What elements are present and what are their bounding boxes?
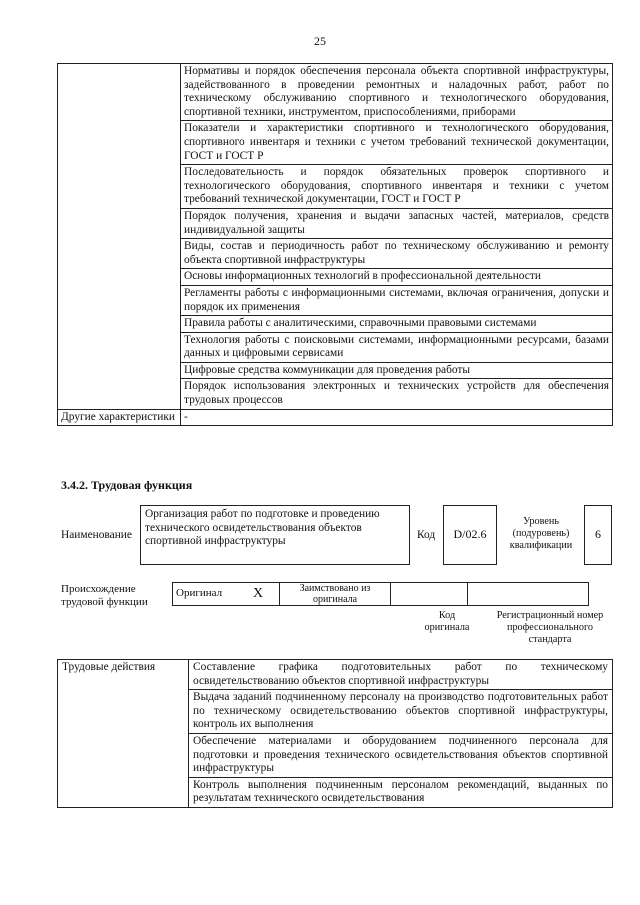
page-number: 25: [314, 34, 326, 48]
table-row: [173, 583, 589, 606]
knowledge-item: Цифровые средства коммуникации для проведения работы: [181, 362, 613, 379]
origin-table: [172, 582, 589, 606]
knowledge-label-cell: [58, 64, 181, 410]
knowledge-item: Технология работы с поисковыми системами, информационными ресурсами, базами данных и цифровыми сервисами: [181, 332, 613, 362]
knowledge-item: Виды, состав и периодичность работ по техническому обслуживанию и ремонту объекта спортивной инфраструктуры: [181, 239, 613, 269]
labor-action-item: Выдача заданий подчиненному персоналу на производство подготовительных работ по техническому освидетельствованию объектов спортивной инфраструктуры, контроль их выполнения: [189, 690, 613, 734]
labor-actions-label: Трудовые действия: [58, 660, 189, 808]
borrowed-label: Заимствовано из оригинала: [280, 583, 391, 606]
labor-action-item: Обеспечение материалами и оборудованием подчиненного персонала для подготовки и проведения технического освидетельствования объектов спортивной инфраструктуры: [189, 733, 613, 777]
function-name: Организация работ по подготовке и проведению технического освидетельствования объектов спортивной инфраструктуры: [140, 505, 410, 565]
knowledge-item: Нормативы и порядок обеспечения персонала объекта спортивной инфраструктуры, задействованного в проведении ремонтных и наладочных работ, работ по техническому обслуживанию спортивного и технологического оборудования, спортивной техники, инструментом, приспособлениями, приборами: [181, 64, 613, 121]
knowledge-item: Регламенты работы с информационными системами, включая ограничения, допуски и порядок их применения: [181, 285, 613, 315]
table-row: [58, 409, 613, 426]
knowledge-item: Порядок получения, хранения и выдачи запасных частей, материалов, средств индивидуальной защиты: [181, 208, 613, 238]
reg-caption: Регистрационный номер профессионального стандарта: [496, 610, 604, 645]
knowledge-item: Показатели и характеристики спортивного и технологического оборудования, спортивного инвентаря и техники с учетом требований технической документации, ГОСТ и ГОСТ Р: [181, 121, 613, 165]
original-code-cell: [391, 583, 468, 606]
qualification-level: 6: [584, 505, 612, 565]
knowledge-item: Порядок использования электронных и технических устройств для обеспечения трудовых процессов: [181, 379, 613, 409]
labor-actions-table: [57, 659, 613, 808]
name-label: Наименование: [61, 529, 132, 541]
level-label: Уровень (подуровень) квалификации: [509, 516, 573, 551]
reg-number-cell: [468, 583, 589, 606]
origin-label: Происхождение трудовой функции: [61, 583, 148, 608]
knowledge-item: Правила работы с аналитическими, справочными правовыми системами: [181, 316, 613, 333]
table-row: [58, 660, 613, 690]
code-label: Код: [417, 529, 436, 541]
other-characteristics-value: -: [181, 409, 613, 426]
table-row: [58, 64, 613, 121]
labor-action-item: Составление графика подготовительных работ по техническому освидетельствованию объектов спортивной инфраструктуры: [189, 660, 613, 690]
original-mark: X: [237, 583, 280, 606]
function-code: D/02.6: [443, 505, 497, 565]
section-title: 3.4.2. Трудовая функция: [61, 478, 193, 492]
knowledge-table: [57, 63, 613, 426]
other-characteristics-label: Другие характеристики: [58, 409, 181, 426]
code-caption: Код оригинала: [424, 610, 470, 633]
labor-action-item: Контроль выполнения подчиненным персоналом рекомендаций, выданных по результатам технического освидетельствования: [189, 777, 613, 807]
knowledge-item: Последовательность и порядок обязательных проверок спортивного и технологического оборудования, спортивного инвентаря и техники с учетом требований технической документации, ГОСТ и ГОСТ Р: [181, 165, 613, 209]
original-label: Оригинал: [173, 583, 238, 606]
knowledge-item: Основы информационных технологий в профессиональной деятельности: [181, 269, 613, 286]
